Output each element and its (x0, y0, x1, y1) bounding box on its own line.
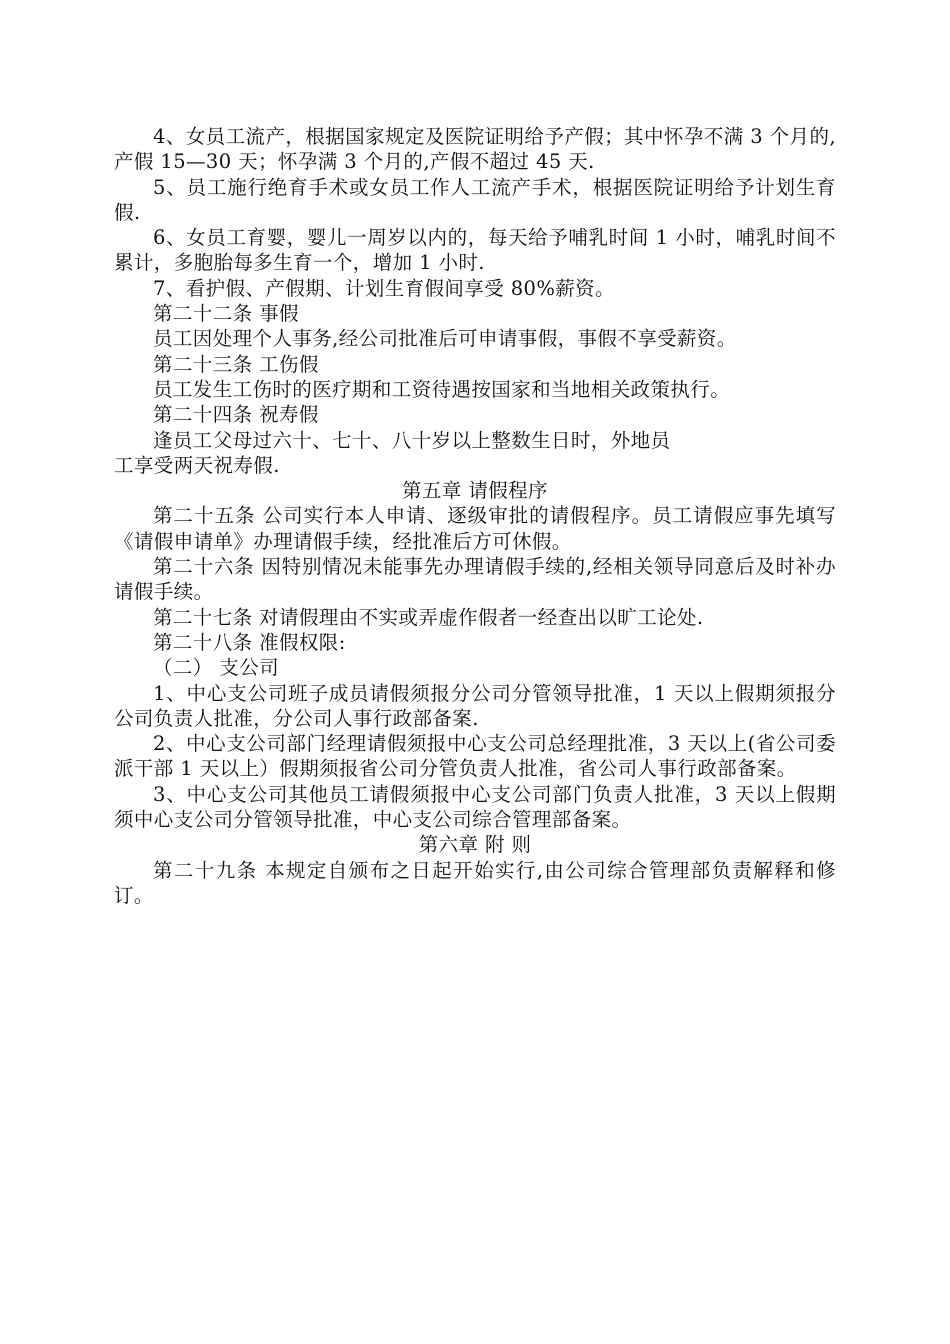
branch-rule-3: 3、中心支公司其他员工请假须报中心支公司部门负责人批准，3 天以上假期须中心支公司分管领导批准，中心支公司综合管理部备案。 (114, 782, 836, 832)
chapter-6-title: 第六章 附 则 (418, 833, 532, 857)
article-24-heading: 第二十四条 祝寿假 (153, 403, 319, 427)
article-24-body-line-2: 工享受两天祝寿假. (114, 453, 280, 477)
paragraph-nursing-time: 6、女员工育婴，婴儿一周岁以内的，每天给予哺乳时间 1 小时，哺乳时间不累计，多胞胎每多生育一个，增加 1 小时. (114, 226, 836, 275)
paragraph-maternity-miscarriage: 4、女员工流产，根据国家规定及医院证明给予产假；其中怀孕不满 3 个月的,产假 15—30 天；怀孕满 3 个月的,产假不超过 45 天. (114, 125, 836, 174)
branch-rule-2: 2、中心支公司部门经理请假须报中心支公司总经理批准，3 天以上(省公司委派干部 1 天以上）假期须报省公司分管负责人批准，省公司人事行政部备案。 (114, 732, 836, 781)
article-23-body: 员工发生工伤时的医疗期和工资待遇按国家和当地相关政策执行。 (153, 377, 731, 401)
paragraph-leave-pay: 7、看护假、产假期、计划生育假间享受 80%薪资。 (153, 276, 615, 300)
article-25: 第二十五条 公司实行本人申请、逐级审批的请假程序。员工请假应事先填写《请假申请单》办理请假手续，经批准后方可休假。 (114, 504, 836, 553)
branch-rule-1: 1、中心支公司班子成员请假须报分公司分管领导批准，1 天以上假期须报分公司负责人批准，分公司人事行政部备案. (114, 681, 836, 730)
article-29: 第二十九条 本规定自颁布之日起开始实行,由公司综合管理部负责解释和修订。 (114, 858, 836, 907)
article-22-body: 员工因处理个人事务,经公司批准后可申请事假，事假不享受薪资。 (153, 327, 737, 351)
article-27: 第二十七条 对请假理由不实或弄虚作假者一经查出以旷工论处. (153, 605, 704, 629)
article-24-body-line-1: 逢员工父母过六十、七十、八十岁以上整数生日时，外地员 (153, 428, 671, 452)
article-26: 第二十六条 因特别情况未能事先办理请假手续的,经相关领导同意后及时补办请假手续。 (114, 555, 836, 604)
article-28-heading: 第二十八条 准假权限: (153, 630, 346, 654)
chapter-5-title: 第五章 请假程序 (402, 479, 548, 503)
paragraph-family-planning-leave: 5、员工施行绝育手术或女员工作人工流产手术，根据医院证明给予计划生育假. (114, 175, 836, 224)
article-23-heading: 第二十三条 工伤假 (153, 352, 319, 376)
document-page (114, 124, 836, 908)
article-22-heading: 第二十二条 事假 (153, 302, 299, 326)
section-branch-heading: （二） 支公司 (153, 656, 279, 680)
